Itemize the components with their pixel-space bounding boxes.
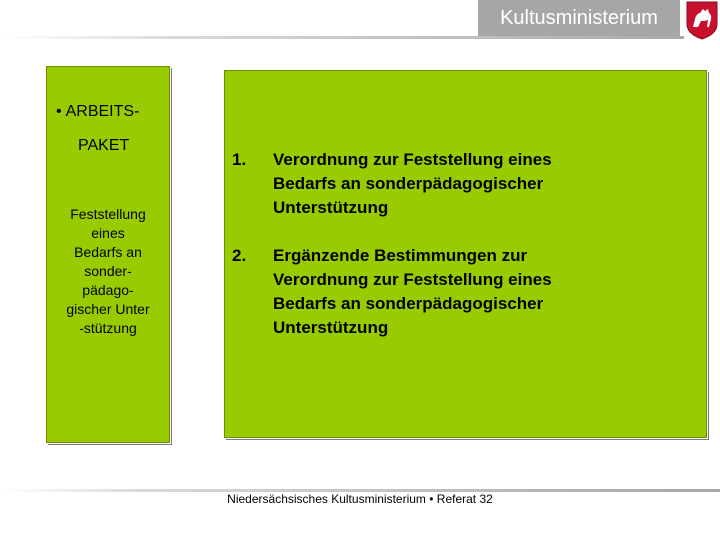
footer-text: Niedersächsisches Kultusministerium • Referat 32 <box>227 492 493 506</box>
header-divider <box>0 36 720 39</box>
ministry-title: Kultusministerium <box>478 0 680 36</box>
work-package-description <box>52 205 164 338</box>
item-text-line: Ergänzende Bestimmungen zur <box>273 246 528 265</box>
saxon-horse-icon <box>684 0 720 40</box>
description-line: Bedarfs an <box>74 244 142 260</box>
description-line: sonder- <box>84 263 132 279</box>
description-line: Feststellung <box>70 206 146 222</box>
item-text <box>273 148 673 220</box>
item-text-line: Verordnung zur Feststellung eines <box>273 270 552 289</box>
item-text-line: Unterstützung <box>273 318 389 337</box>
item-text-line: Bedarfs an sonderpädagogischer <box>273 294 544 313</box>
item-text-line: Unterstützung <box>273 198 389 217</box>
description-line: -stützung <box>79 320 137 336</box>
item-text-line: Bedarfs an sonderpädagogischer <box>273 174 544 193</box>
item-text-line: Verordnung zur Feststellung eines <box>273 150 552 169</box>
bullet-icon: • <box>56 103 62 120</box>
work-package-heading <box>56 95 168 163</box>
heading-line-2: PAKET <box>78 137 130 154</box>
heading-line-1: ARBEITS- <box>65 103 140 120</box>
item-number: 1. <box>232 150 247 169</box>
description-line: gischer Unter <box>66 301 150 317</box>
description-line: eines <box>91 225 125 241</box>
description-line: pädago- <box>82 282 134 298</box>
item-text <box>273 244 673 340</box>
item-number: 2. <box>232 246 247 265</box>
